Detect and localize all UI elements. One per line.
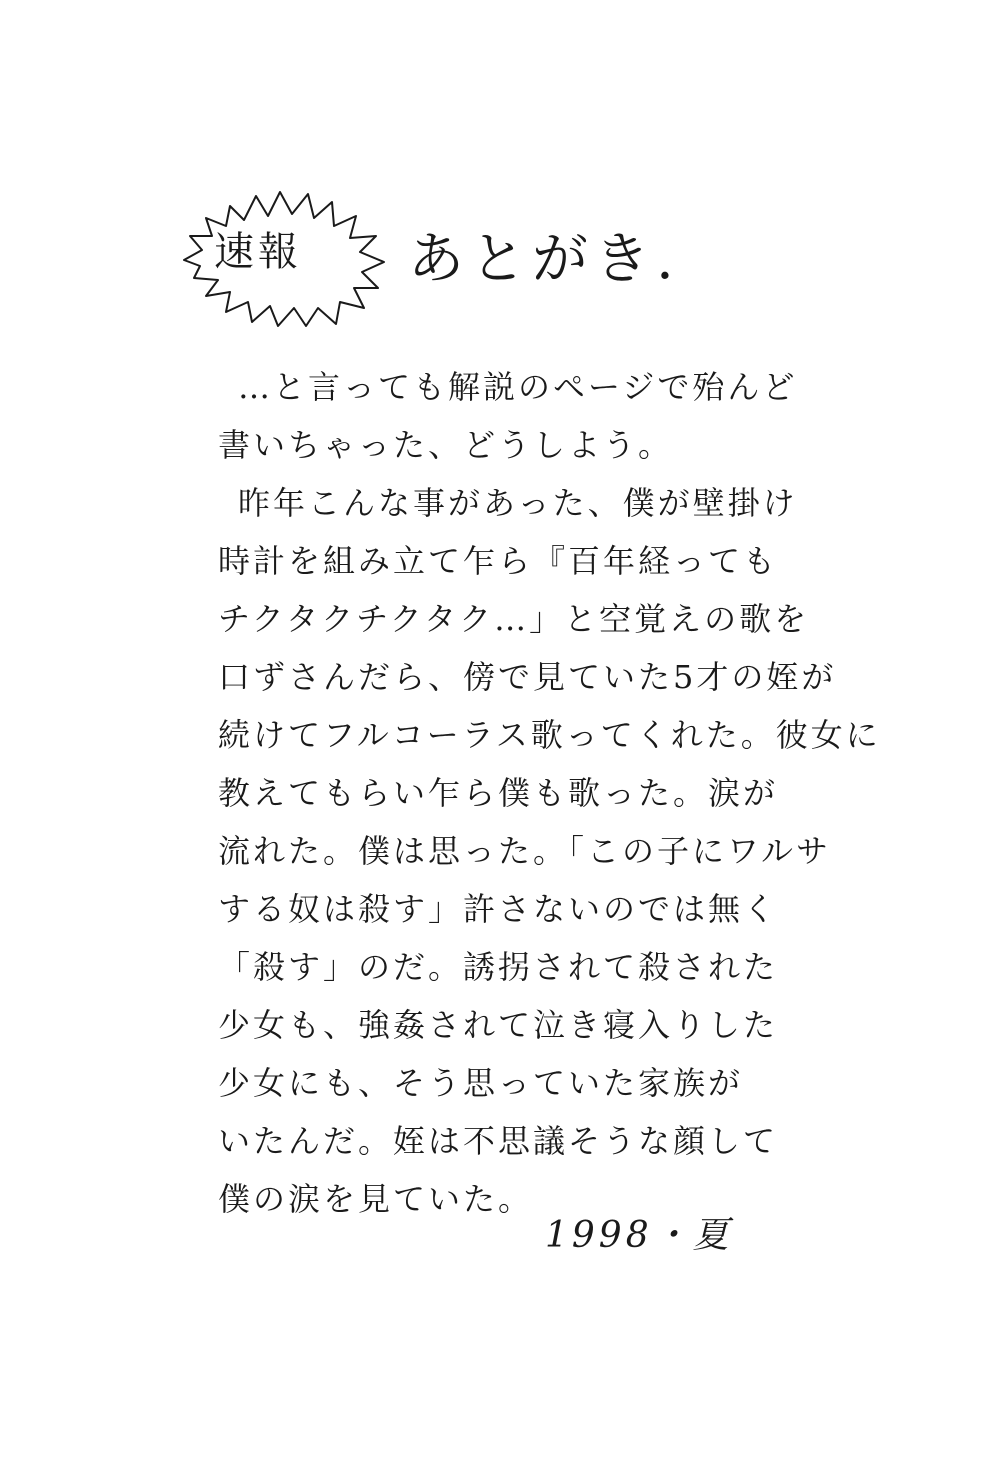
body-line: …と言っても解説のページで殆んど xyxy=(238,368,798,406)
burst-label: 速報 xyxy=(214,229,302,275)
body-line: 昨年こんな事があった、僕が壁掛け xyxy=(238,484,798,522)
body-line: 時計を組み立て乍ら『百年経っても xyxy=(218,542,779,580)
afterword-body xyxy=(218,358,881,1228)
body-line: チクタクチクタク…」と空覚えの歌を xyxy=(218,600,810,638)
body-line: 少女にも、そう思っていた家族が xyxy=(218,1064,744,1102)
body-line: 書いちゃった、どうしよう。 xyxy=(218,426,674,464)
page-title: あとがき. xyxy=(408,227,680,292)
body-line: 流れた。僕は思った。「この子にワルサ xyxy=(218,832,832,870)
body-line: 僕の涙を見ていた。 xyxy=(218,1180,534,1218)
signature-date: 1998・夏 xyxy=(545,1215,733,1256)
body-line: 続けてフルコーラス歌ってくれた。彼女に xyxy=(218,716,881,754)
body-line: いたんだ。姪は不思議そうな顔して xyxy=(218,1122,779,1160)
body-line: する奴は殺す」許さないのでは無く xyxy=(218,890,779,928)
body-line: 「殺す」のだ。誘拐されて殺された xyxy=(218,948,779,986)
body-line: 少女も、強姦されて泣き寝入りした xyxy=(218,1006,779,1044)
body-line: 口ずさんだら、傍で見ていた5才の姪が xyxy=(218,658,837,696)
body-line: 教えてもらい乍ら僕も歌った。涙が xyxy=(218,774,779,812)
